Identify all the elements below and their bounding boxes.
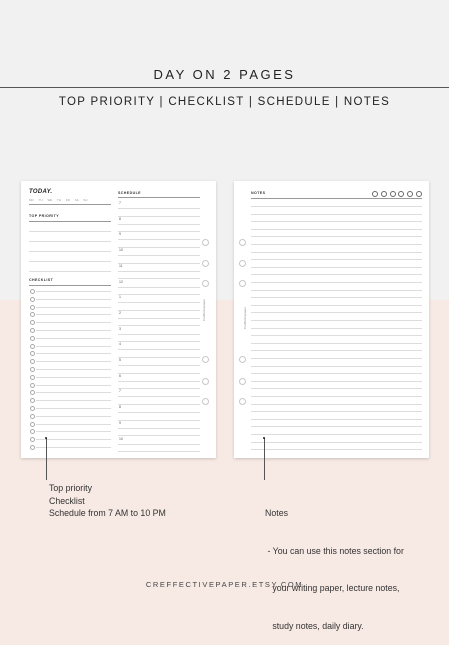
left-callout-dot <box>45 437 47 439</box>
notes-line <box>251 328 422 329</box>
checklist-line <box>36 338 111 339</box>
checkbox <box>30 328 35 333</box>
callout-checklist: Checklist <box>49 495 85 506</box>
hour-label: 4 <box>119 342 121 347</box>
schedule-line <box>118 271 200 272</box>
checkbox <box>30 359 35 364</box>
schedule-line <box>118 349 200 350</box>
cloud-icon <box>381 191 387 197</box>
notes-line <box>251 388 422 389</box>
schedule-line <box>118 318 200 319</box>
hour-label: 10 <box>119 248 123 253</box>
checkbox <box>30 437 35 442</box>
checkbox <box>30 414 35 419</box>
page-subtitle: TOP PRIORITY | CHECKLIST | SCHEDULE | NOTES <box>58 96 391 108</box>
checklist-line <box>36 314 111 315</box>
right-planner-page <box>234 181 429 458</box>
schedule-line <box>118 302 200 303</box>
checkbox <box>30 351 35 356</box>
priority-line <box>29 231 111 232</box>
checklist-underline <box>29 285 111 286</box>
shop-url: CREFFECTIVEPAPER.ETSY.COM <box>145 580 304 589</box>
notes-label: NOTES <box>251 191 266 195</box>
checkbox <box>30 383 35 388</box>
hour-label: 9 <box>119 232 121 237</box>
notes-line <box>251 373 422 374</box>
schedule-half-line <box>118 278 200 279</box>
checklist-line <box>36 392 111 393</box>
hour-label: 7 <box>119 201 121 205</box>
notes-line <box>251 290 422 291</box>
notes-line <box>251 221 422 222</box>
checkbox <box>30 406 35 411</box>
notes-line <box>251 381 422 382</box>
notes-line <box>251 434 422 435</box>
schedule-label: SCHEDULE <box>118 191 141 195</box>
checklist-label: CHECKLIST <box>29 278 54 282</box>
checklist-line <box>36 447 111 448</box>
notes-line <box>251 320 422 321</box>
schedule-half-line <box>118 435 200 436</box>
schedule-half-line <box>118 263 200 264</box>
schedule-half-line <box>118 294 200 295</box>
checklist-line <box>36 431 111 432</box>
binder-hole-left <box>202 280 209 287</box>
left-callout <box>49 482 166 520</box>
notes-line <box>251 449 422 450</box>
hour-label: 12 <box>119 279 123 284</box>
wind-icon <box>398 191 404 197</box>
checkbox <box>30 429 35 434</box>
callout-top-priority: Top priority <box>49 483 93 493</box>
right-callout-leader <box>264 438 265 480</box>
title-divider <box>0 87 449 88</box>
checkbox <box>30 336 35 341</box>
schedule-half-line <box>118 404 200 405</box>
notes-line <box>251 297 422 298</box>
notes-line <box>251 404 422 405</box>
checkbox <box>30 445 35 450</box>
schedule-line <box>118 444 200 445</box>
notes-line <box>251 229 422 230</box>
snow-icon <box>407 191 413 197</box>
checkbox <box>30 312 35 317</box>
checklist-line <box>36 291 111 292</box>
schedule-half-line <box>118 310 200 311</box>
schedule-line <box>118 365 200 366</box>
schedule-line <box>118 208 200 209</box>
checklist-line <box>36 369 111 370</box>
binder-hole-left <box>202 260 209 267</box>
notes-line <box>251 366 422 367</box>
hour-label: 9 <box>119 420 121 425</box>
notes-line <box>251 396 422 397</box>
schedule-half-line <box>118 231 200 232</box>
hour-label: 3 <box>119 326 121 331</box>
checkbox <box>30 320 35 325</box>
callout-notes-line-3: study notes, daily diary. <box>265 620 364 631</box>
checklist-line <box>36 299 111 300</box>
notes-line <box>251 358 422 359</box>
checkbox <box>30 390 35 395</box>
checklist-line <box>36 416 111 417</box>
right-callout <box>265 482 404 645</box>
hour-label: 1 <box>119 295 121 300</box>
binder-hole-left <box>202 378 209 385</box>
binder-hole-right <box>239 280 246 287</box>
checklist-line <box>36 408 111 409</box>
notes-line <box>251 411 422 412</box>
callout-schedule: Schedule from 7 AM to 10 PM <box>49 508 166 518</box>
checkbox <box>30 398 35 403</box>
checklist-line <box>36 424 111 425</box>
checkbox <box>30 367 35 372</box>
checkbox <box>30 375 35 380</box>
schedule-line <box>118 224 200 225</box>
binder-hole-left <box>202 398 209 405</box>
schedule-underline <box>118 197 200 198</box>
schedule-line <box>118 412 200 413</box>
schedule-half-line <box>118 341 200 342</box>
notes-line <box>251 343 422 344</box>
checkbox <box>30 297 35 302</box>
checklist-line <box>36 353 111 354</box>
notes-line <box>251 236 422 237</box>
hour-label: 10 <box>119 436 123 441</box>
notes-line <box>251 244 422 245</box>
schedule-half-line <box>118 357 200 358</box>
checklist-line <box>36 322 111 323</box>
schedule-half-line <box>118 451 200 452</box>
checklist-line <box>36 377 111 378</box>
checklist-line <box>36 439 111 440</box>
notes-line <box>251 282 422 283</box>
notes-line <box>251 305 422 306</box>
schedule-line <box>118 381 200 382</box>
rain-icon <box>390 191 396 197</box>
schedule-half-line <box>118 373 200 374</box>
checkbox <box>30 305 35 310</box>
right-callout-dot <box>263 437 265 439</box>
checklist-line <box>36 307 111 308</box>
sun-icon <box>372 191 378 197</box>
priority-line <box>29 241 111 242</box>
schedule-line <box>118 287 200 288</box>
left-planner-page <box>21 181 216 458</box>
notes-line <box>251 335 422 336</box>
today-underline <box>29 204 111 205</box>
notes-line <box>251 426 422 427</box>
schedule-line <box>118 396 200 397</box>
schedule-half-line <box>118 420 200 421</box>
notes-line <box>251 267 422 268</box>
checkbox <box>30 289 35 294</box>
hour-label: 11 <box>119 263 123 268</box>
schedule-half-line <box>118 247 200 248</box>
checklist-line <box>36 330 111 331</box>
binder-hole-left <box>202 356 209 363</box>
notes-line <box>251 274 422 275</box>
notes-underline <box>251 198 422 199</box>
callout-notes: Notes <box>265 508 288 518</box>
priority-line <box>29 261 111 262</box>
hour-label: 7 <box>119 389 121 394</box>
binder-hole-right <box>239 378 246 385</box>
checklist-line <box>36 361 111 362</box>
notes-line <box>251 206 422 207</box>
checkbox <box>30 422 35 427</box>
hour-label: 8 <box>119 216 121 221</box>
checklist-line <box>36 346 111 347</box>
schedule-line <box>118 255 200 256</box>
binder-hole-right <box>239 356 246 363</box>
schedule-line <box>118 334 200 335</box>
hour-label: 2 <box>119 310 121 315</box>
binder-hole-right <box>239 398 246 405</box>
left-callout-leader <box>46 438 47 480</box>
binder-hole-left <box>202 239 209 246</box>
partly-cloudy-icon <box>416 191 422 197</box>
right-side-brand: Creffectivepaper <box>243 307 247 329</box>
notes-line <box>251 252 422 253</box>
schedule-line <box>118 239 200 240</box>
callout-notes-line-1: - You can use this notes section for <box>265 545 404 556</box>
left-side-brand: Creffectivepaper <box>202 299 206 321</box>
checklist-line <box>36 400 111 401</box>
weekday-row: MO TU WE TH FR SA SU <box>29 198 88 202</box>
schedule-half-line <box>118 388 200 389</box>
notes-line <box>251 442 422 443</box>
notes-line <box>251 259 422 260</box>
binder-hole-right <box>239 239 246 246</box>
priority-line <box>29 271 111 272</box>
checkbox <box>30 344 35 349</box>
schedule-half-line <box>118 216 200 217</box>
notes-line <box>251 312 422 313</box>
page-title: DAY ON 2 PAGES <box>153 67 296 82</box>
callout-notes-line-2: your writing paper, lecture notes, <box>265 583 400 593</box>
checklist-line <box>36 385 111 386</box>
top-priority-label: TOP PRIORITY <box>29 214 60 218</box>
hour-label: 8 <box>119 405 121 410</box>
hour-label: 5 <box>119 358 121 362</box>
binder-hole-right <box>239 260 246 267</box>
schedule-half-line <box>118 325 200 326</box>
notes-line <box>251 350 422 351</box>
today-label: TODAY. <box>29 189 53 195</box>
notes-line <box>251 214 422 215</box>
hour-label: 6 <box>119 373 121 378</box>
notes-line <box>251 419 422 420</box>
schedule-line <box>118 428 200 429</box>
priority-line <box>29 251 111 252</box>
top-priority-underline <box>29 221 111 222</box>
